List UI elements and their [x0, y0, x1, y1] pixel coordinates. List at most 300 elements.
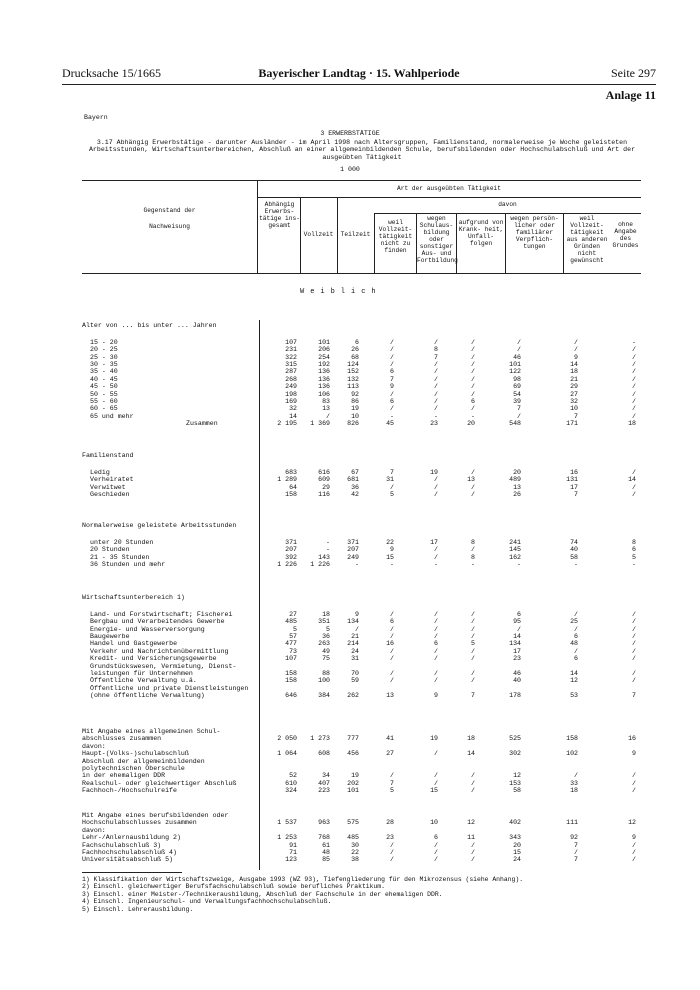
table-cell: 57 [289, 633, 297, 640]
table-cell: / [632, 841, 636, 849]
table-cell: 158 [285, 670, 297, 677]
row-label: 15 - 20 [90, 338, 118, 346]
table-cell: 241 [509, 538, 521, 546]
table-cell: / [390, 405, 394, 413]
table-cell: / [517, 412, 521, 420]
table-cell: 6 [390, 368, 394, 376]
table-cell: 1 226 [310, 561, 330, 568]
table-cell: 102 [566, 750, 578, 758]
art-header: Art der ausgeübten Tätigkeit [397, 185, 501, 192]
table-cell: 609 [318, 476, 330, 484]
row-label: Verwitwet [90, 483, 126, 491]
table-cell: 39 [513, 398, 521, 405]
table-cell: 136 [318, 375, 330, 383]
table-cell: / [632, 849, 636, 856]
row-label: Abschluß der allgemeinbildenden [82, 757, 205, 765]
row-label: 55 - 60 [90, 398, 118, 405]
table-cell: 92 [351, 390, 359, 398]
table-cell: / [471, 338, 475, 346]
table-cell: / [390, 625, 394, 633]
table-cell: / [632, 361, 636, 368]
table-cell: / [574, 338, 578, 346]
row-label: 60 - 65 [90, 405, 118, 413]
table-cell: / [632, 368, 636, 376]
table-cell: 198 [285, 390, 297, 398]
table-cell: 13 [467, 476, 475, 484]
row-label: 30 - 35 [90, 361, 118, 368]
table-cell: 111 [566, 819, 578, 827]
footnote: 1) Klassifikation der Wirtschaftszweige, Ausgabe 1993 (WZ 93), Tiefengliederung für den Mikrozensus (siehe Anhang). [82, 876, 524, 883]
table-cell: / [434, 841, 438, 849]
table-cell: 36 [322, 633, 330, 640]
row-label: 65 und mehr [90, 412, 134, 420]
table-cell: 52 [289, 772, 297, 780]
section-title: Mit Angabe eines allgemeinen Schul- [82, 728, 221, 735]
row-label: Grundstückswesen, Vermietung, Dienst- [90, 662, 237, 670]
table-cell: 268 [285, 375, 297, 383]
table-cell: 162 [509, 553, 521, 561]
table-cell: 171 [566, 420, 578, 428]
table-cell: 13 [386, 692, 394, 700]
table-cell: 13 [513, 483, 521, 491]
section-title: Wirtschaftsunterbereich 1) [82, 594, 185, 601]
table-cell: / [390, 670, 394, 677]
table-cell: 74 [570, 538, 578, 546]
table-cell: 26 [513, 491, 521, 498]
table-cell: 683 [285, 468, 297, 476]
table-cell: 6 [434, 640, 438, 648]
table-cell: 7 [574, 856, 578, 864]
table-cell: 6 [434, 834, 438, 842]
table-cell: - [390, 412, 394, 420]
table-cell: / [632, 787, 636, 795]
stub-header-2: Nachweisung [149, 223, 190, 230]
row-label: 36 Stunden und mehr [90, 561, 166, 568]
row-label: Lehr-/Anlernausbildung 2) [82, 834, 181, 842]
table-cell: 54 [513, 390, 521, 398]
table-cell: / [434, 338, 438, 346]
table-cell: 153 [509, 779, 521, 787]
table-cell: 32 [289, 405, 297, 413]
table-cell: 123 [285, 856, 297, 864]
table-cell: / [471, 618, 475, 626]
table-cell: / [390, 772, 394, 780]
table-cell: 45 [386, 420, 394, 428]
table-cell: / [434, 625, 438, 633]
table-cell: 145 [509, 546, 521, 554]
footnote-rule [82, 872, 182, 873]
section-title: Familienstand [82, 452, 134, 459]
table-cell: 8 [434, 346, 438, 354]
table-cell: 207 [285, 546, 297, 554]
col-reason-3-header: aufgrund von Krank- heit, Unfall- folgen [458, 219, 504, 247]
row-label: Fachhoch-/Hochschulreife [82, 787, 177, 795]
table-cell: / [574, 772, 578, 780]
table-cell: 58 [570, 553, 578, 561]
table-cell: 67 [351, 468, 359, 476]
footnote: 3) Einschl. einer Meister-/Technikerausbildung, Abschluß der Fachschule in der ehemaligen DDR. [82, 890, 443, 898]
table-cell: 371 [347, 538, 359, 546]
table-cell: 963 [318, 819, 330, 827]
row-label: 20 Stunden [90, 546, 130, 554]
table-cell: 6 [574, 633, 578, 640]
table-cell: 91 [289, 841, 297, 849]
table-cell: / [471, 779, 475, 787]
row-label: Haupt-(Volks-)schulabschluß [82, 750, 189, 758]
table-cell: 98 [513, 375, 521, 383]
table-cell: / [471, 849, 475, 856]
table-cell: / [390, 841, 394, 849]
table-cell: 25 [570, 618, 578, 626]
table-cell: / [434, 750, 438, 758]
table-cell: 100 [318, 677, 330, 685]
table-cell: 9 [434, 692, 438, 700]
table-cell: 40 [570, 546, 578, 554]
table-cell: / [390, 849, 394, 856]
table-cell: / [632, 398, 636, 405]
row-label: (ohne öffentliche Verwaltung) [90, 692, 205, 700]
table-cell: 6 [390, 618, 394, 626]
table-cell: / [632, 383, 636, 391]
table-cell: 646 [285, 692, 297, 700]
row-label: 25 - 30 [90, 353, 118, 361]
table-cell: 69 [513, 383, 521, 391]
table-cell: / [574, 625, 578, 633]
table-cell: - [574, 561, 578, 568]
table-cell: 6 [355, 338, 359, 346]
row-label: Energie- und Wasserversorgung [90, 625, 205, 633]
table-cell: 6 [574, 655, 578, 663]
table-cell: 136 [318, 368, 330, 376]
section-title: Mit Angabe eines berufsbildenden oder [82, 812, 229, 819]
table-cell: 27 [289, 610, 297, 618]
table-cell: 324 [285, 787, 297, 795]
table-cell: / [471, 546, 475, 554]
table-cell: 158 [285, 677, 297, 685]
footnote: 5) Einschl. Lehrerausbildung. [82, 905, 194, 913]
table-cell: 15 [430, 787, 438, 795]
table-cell: / [517, 346, 521, 354]
table-cell: 113 [347, 383, 359, 391]
table-cell: 254 [318, 353, 330, 361]
table-cell: 6 [517, 610, 521, 618]
row-label: polytechnischen Oberschule [82, 765, 185, 772]
table-cell: / [434, 647, 438, 655]
table-cell: 132 [347, 375, 359, 383]
table-cell: 20 [467, 420, 475, 428]
table-cell: 610 [285, 779, 297, 787]
table-cell: 9 [632, 750, 636, 758]
row-label: Handel und Gastgewerbe [90, 640, 178, 648]
table-cell: 1 273 [310, 735, 330, 743]
section-title: Normalerweise geleistete Arbeitsstunden [82, 522, 237, 529]
col-vollzeit-header: Vollzeit [303, 231, 334, 238]
table-cell: 19 [430, 468, 438, 476]
page-header [62, 64, 656, 85]
table-cell: 351 [318, 618, 330, 626]
table-cell: 41 [386, 735, 394, 743]
col-reason-4-header: wegen persön- licher oder familiärer Verpflich- tungen [510, 215, 559, 250]
table-cell: - [517, 561, 521, 568]
table-cell: 21 [351, 633, 359, 640]
table-cell: / [471, 856, 475, 864]
table-cell: 6 [390, 398, 394, 405]
row-label: davon: [82, 742, 106, 750]
table-cell: 575 [347, 819, 359, 827]
table-cell: 53 [570, 692, 578, 700]
row-label: 40 - 45 [90, 375, 118, 383]
table-cell: / [574, 849, 578, 856]
table-cell: / [434, 546, 438, 554]
table-cell: 24 [351, 647, 359, 655]
table-cell: 29 [322, 483, 330, 491]
table-cell: 5 [471, 640, 475, 648]
table-cell: 73 [289, 647, 297, 655]
table-cell: / [632, 640, 636, 648]
table-cell: 7 [517, 405, 521, 413]
table-cell: 14 [513, 633, 521, 640]
row-label: 50 - 55 [90, 390, 118, 398]
table-cell: / [434, 610, 438, 618]
table-cell: / [471, 368, 475, 376]
publisher-title: Bayerischer Landtag · 15. Wahlperiode [258, 66, 460, 80]
row-label: Öffentliche und private Dienstleistungen [90, 684, 249, 692]
table-cell: 40 [513, 677, 521, 685]
table-cell: 456 [347, 750, 359, 758]
table-cell: - [390, 561, 394, 568]
table-cell: / [434, 655, 438, 663]
davon-header: davon [498, 201, 517, 208]
row-label: Fachhochschulabschluß 4) [82, 849, 177, 856]
table-cell: / [434, 670, 438, 677]
table-cell: / [471, 841, 475, 849]
table-cell: / [471, 375, 475, 383]
table-cell: 206 [318, 346, 330, 354]
table-cell: 287 [285, 368, 297, 376]
table-cell: 46 [513, 670, 521, 677]
table-cell: 402 [509, 819, 521, 827]
table-cell: 14 [570, 670, 578, 677]
table-cell: / [471, 655, 475, 663]
table-cell: / [434, 398, 438, 405]
table-cell: 107 [285, 655, 297, 663]
table-cell: 2 195 [277, 420, 297, 428]
table-header [82, 180, 641, 274]
table-cell: 525 [509, 735, 521, 743]
table-cell: 7 [574, 491, 578, 498]
table-cell: 548 [509, 420, 521, 428]
table-cell: 231 [285, 346, 297, 354]
table-cell: / [471, 625, 475, 633]
table-cell: 31 [386, 476, 394, 484]
table-cell: 22 [386, 538, 394, 546]
table-cell: / [434, 361, 438, 368]
table-cell: 19 [430, 735, 438, 743]
table-cell: 10 [351, 412, 359, 420]
table-cell: 5 [390, 491, 394, 498]
table-cell: 75 [322, 655, 330, 663]
table-cell: / [390, 647, 394, 655]
table-cell: / [632, 483, 636, 491]
unit-label: 1 000 [340, 166, 360, 173]
table-cell: / [632, 772, 636, 780]
table-cell: 152 [347, 368, 359, 376]
table-cell: / [390, 361, 394, 368]
table-cell: 7 [390, 468, 394, 476]
table-cell: 263 [318, 640, 330, 648]
table-cell: 192 [318, 361, 330, 368]
table-cell: 214 [347, 640, 359, 648]
table-cell: - [471, 561, 475, 568]
table-cell: 33 [570, 779, 578, 787]
table-cell: 83 [322, 398, 330, 405]
table-cell: 1 064 [277, 750, 297, 758]
table-cell: / [632, 610, 636, 618]
table-cell: / [355, 625, 359, 633]
table-cell: 681 [347, 476, 359, 484]
table-cell: 58 [513, 787, 521, 795]
table-cell: 32 [570, 398, 578, 405]
table-cell: / [471, 361, 475, 368]
table-cell: - [326, 538, 330, 546]
table-cell: 143 [318, 553, 330, 561]
table-cell: 9 [390, 546, 394, 554]
table-cell: 11 [467, 834, 475, 842]
table-cell: 85 [322, 856, 330, 864]
table-cell: / [632, 468, 636, 476]
table-cell: 14 [289, 412, 297, 420]
table-cell: / [517, 338, 521, 346]
table-cell: 9 [390, 383, 394, 391]
table-cell: 18 [570, 368, 578, 376]
table-cell: 322 [285, 353, 297, 361]
table-cell: / [471, 405, 475, 413]
row-label: Hochschulabschlusses zusammen [82, 819, 197, 827]
table-cell: / [471, 610, 475, 618]
table-cell: 9 [632, 834, 636, 842]
table-cell: 7 [390, 779, 394, 787]
table-cell: 36 [351, 483, 359, 491]
table-cell: 18 [467, 735, 475, 743]
table-cell: 5 [326, 625, 330, 633]
table-cell: / [471, 491, 475, 498]
row-label: 21 - 35 Stunden [90, 553, 150, 561]
table-cell: - [434, 412, 438, 420]
table-cell: 22 [351, 849, 359, 856]
table-cell: 1 289 [277, 476, 297, 484]
table-cell: / [471, 468, 475, 476]
table-cell: / [632, 655, 636, 663]
table-cell: 28 [386, 819, 394, 827]
table-cell: 343 [509, 834, 521, 842]
col-reason-1-header: weil Vollzeit- tätigkeit nicht zu finden [378, 219, 413, 254]
table-cell: 17 [430, 538, 438, 546]
table-caption: 3.17 Abhängig Erwerbstätige - darunter Ausländer - im April 1998 nach Altersgruppen, Familienstand, normalerweise je Woche geleisteten Arbeitsstunden, Wirtschaftsunterbereichen, Abschluß an einer allgemeinbildenden Schule, berufsbildenden oder Hochschulabschluß und Art der ausgeübten Tätigkeit [88, 139, 636, 161]
table-cell: 101 [318, 338, 330, 346]
table-cell: 46 [513, 353, 521, 361]
table-cell: / [632, 618, 636, 626]
table-cell: / [390, 677, 394, 685]
table-cell: 59 [351, 677, 359, 685]
total-row-label: Zusammen [186, 420, 218, 428]
table-cell: / [632, 412, 636, 420]
table-cell: 124 [347, 361, 359, 368]
table-cell: 68 [351, 353, 359, 361]
table-cell: 38 [351, 856, 359, 864]
table-cell: 18 [322, 610, 330, 618]
footnote: 4) Einschl. Ingenieurschul- und Verwaltungsfachhochschulabschluß. [82, 898, 332, 906]
table-cell: 207 [347, 546, 359, 554]
table-cell: 21 [570, 375, 578, 383]
table-cell: 262 [347, 692, 359, 700]
table-cell: 16 [386, 640, 394, 648]
table-cell: 8 [471, 553, 475, 561]
table-cell: / [390, 483, 394, 491]
table-cell: / [434, 677, 438, 685]
table-cell: 61 [322, 841, 330, 849]
table-cell: 12 [513, 772, 521, 780]
table-cell: 249 [347, 553, 359, 561]
table-cell: / [434, 483, 438, 491]
row-label: leistungen für Unternehmen [90, 670, 193, 677]
table-cell: 5 [632, 553, 636, 561]
table-cell: / [471, 483, 475, 491]
table-cell: 371 [285, 538, 297, 546]
table-cell: 384 [318, 692, 330, 700]
table-cell: 42 [351, 491, 359, 498]
row-label: abschlusses zusammen [82, 735, 162, 743]
table-cell: 9 [574, 353, 578, 361]
table-cell: 8 [632, 538, 636, 546]
table-cell: / [471, 390, 475, 398]
table-cell: / [390, 610, 394, 618]
table-cell: 70 [351, 670, 359, 677]
table-cell: 249 [285, 383, 297, 391]
row-label: Realschul- oder gleichwertiger Abschluß [82, 779, 237, 787]
table-cell: 1 537 [277, 819, 297, 827]
table-cell: 9 [355, 610, 359, 618]
table-cell: / [471, 787, 475, 795]
table-cell: 13 [322, 405, 330, 413]
table-cell: / [471, 383, 475, 391]
table-cell: 14 [570, 361, 578, 368]
col-reason-2-header: wegen Schulaus- bildung oder sonstiger Aus- und Fortbildung [417, 215, 458, 264]
table-cell: 101 [347, 787, 359, 795]
row-label: Kredit- und Versicherungsgewerbe [90, 655, 217, 663]
section-title: 3 ERWERBSTÄTIGE [320, 130, 380, 137]
table-cell: / [434, 390, 438, 398]
table-cell: 15 [386, 553, 394, 561]
table-cell: 5 [293, 625, 297, 633]
col-total-header: Abhängig Erwerbs- tätige ins- gesamt [259, 201, 300, 229]
table-cell: 10 [430, 819, 438, 827]
table-cell: 202 [347, 779, 359, 787]
table-cell: 489 [509, 476, 521, 484]
table-cell: 19 [351, 405, 359, 413]
table-cell: 158 [285, 491, 297, 498]
table-cell: / [434, 856, 438, 864]
table-cell: 407 [318, 779, 330, 787]
table-cell: / [632, 375, 636, 383]
table-cell: 101 [509, 361, 521, 368]
table-cell: / [632, 856, 636, 864]
table-cell: 23 [430, 420, 438, 428]
table-cell: - [355, 561, 359, 568]
table-cell: 88 [322, 670, 330, 677]
table-cell: / [632, 405, 636, 413]
table-cell: 122 [509, 368, 521, 376]
table-cell: 48 [322, 849, 330, 856]
